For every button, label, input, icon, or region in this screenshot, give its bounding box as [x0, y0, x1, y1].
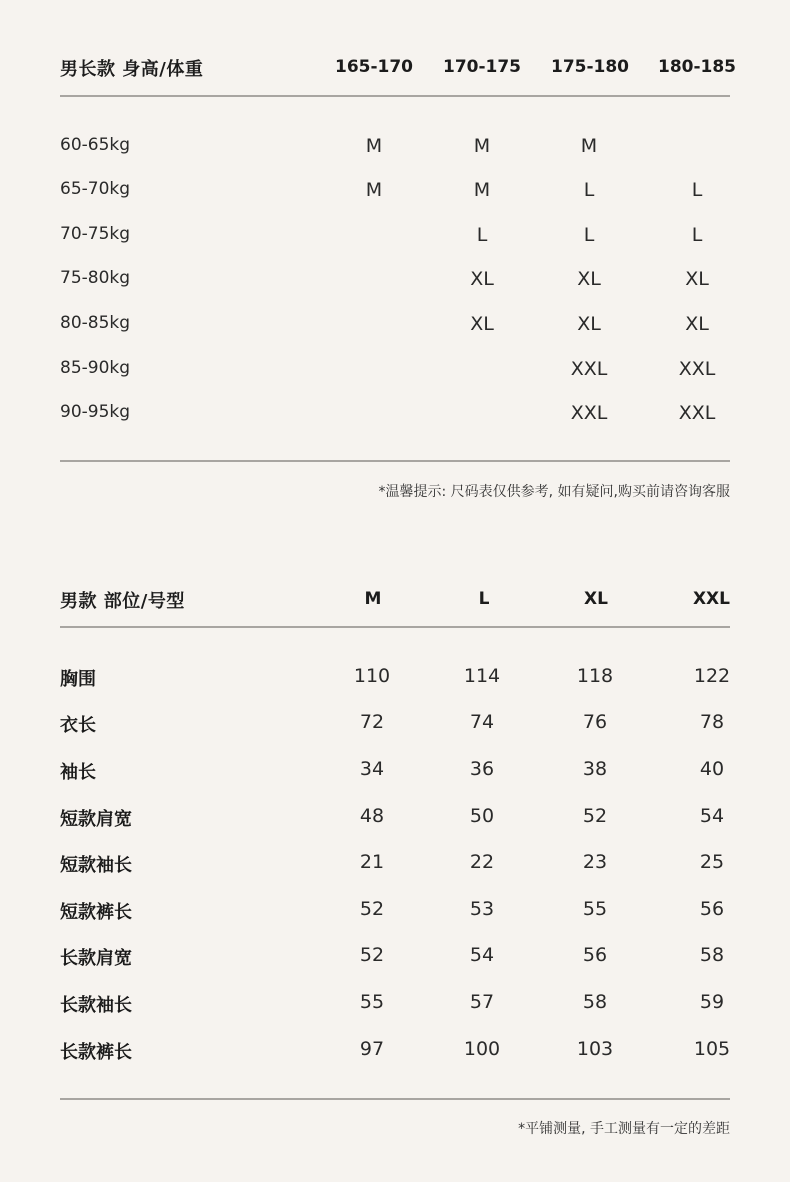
- measure-label: 长款裤长: [60, 1042, 132, 1063]
- table-row: [60, 898, 730, 928]
- measure-cell: 76: [582, 711, 608, 733]
- size-cell: L: [583, 179, 595, 201]
- measure-cell: 55: [582, 898, 608, 920]
- measure-cell: 72: [359, 711, 385, 733]
- measure-label: 胸围: [60, 669, 96, 690]
- table-row: [60, 758, 730, 788]
- table-row: [60, 851, 730, 881]
- size-cell: XL: [577, 313, 601, 335]
- table-row: [60, 991, 730, 1021]
- measure-cell: 100: [463, 1038, 501, 1060]
- size-cell: XL: [685, 268, 709, 290]
- measure-cell: 78: [699, 711, 725, 733]
- size-cell: M: [473, 135, 491, 157]
- size-col-header: 175-180: [550, 57, 630, 77]
- weight-label: 85-90kg: [60, 358, 131, 378]
- measure-cell: 23: [582, 851, 608, 873]
- table-row: [60, 665, 730, 695]
- measure-table-title: 男款 部位/号型: [60, 591, 185, 612]
- measure-cell: 97: [359, 1038, 385, 1060]
- footer-divider: [60, 1098, 730, 1100]
- measure-table: [60, 587, 731, 1137]
- size-cell: XXL: [570, 402, 608, 424]
- size-table-note: *温馨提示: 尺码表仅供参考, 如有疑问,购买前请咨询客服: [378, 484, 730, 500]
- measure-label: 长款袖长: [60, 995, 132, 1016]
- table-row: [60, 135, 730, 165]
- weight-label: 75-80kg: [60, 268, 131, 288]
- weight-label: 70-75kg: [60, 224, 131, 244]
- measure-cell: 114: [463, 665, 501, 687]
- measure-cell: 54: [699, 805, 725, 827]
- table-row: [60, 358, 730, 388]
- size-cell: M: [580, 135, 598, 157]
- table-row: [60, 268, 730, 298]
- table-row: [60, 224, 730, 254]
- table-row: [60, 313, 730, 343]
- measure-cell: 53: [469, 898, 495, 920]
- measure-cell: 48: [359, 805, 385, 827]
- size-table-title: 男长款 身高/体重: [60, 59, 204, 80]
- measure-col-header: M: [364, 589, 382, 609]
- size-cell: M: [365, 135, 383, 157]
- size-table-header: [60, 55, 737, 87]
- measure-cell: 59: [699, 991, 725, 1013]
- size-cell: M: [473, 179, 491, 201]
- measure-cell: 58: [699, 944, 725, 966]
- measure-cell: 38: [582, 758, 608, 780]
- measure-label: 短款裤长: [60, 902, 132, 923]
- table-row: [60, 179, 730, 209]
- measure-cell: 118: [576, 665, 614, 687]
- size-cell: L: [691, 179, 703, 201]
- size-cell: XL: [685, 313, 709, 335]
- weight-label: 65-70kg: [60, 179, 131, 199]
- measure-cell: 56: [582, 944, 608, 966]
- size-cell: M: [365, 179, 383, 201]
- size-col-header: 170-175: [442, 57, 522, 77]
- table-row: [60, 711, 730, 741]
- measure-col-header: L: [478, 589, 490, 609]
- measure-cell: 21: [359, 851, 385, 873]
- measure-label: 长款肩宽: [60, 948, 132, 969]
- size-cell: L: [476, 224, 488, 246]
- measure-col-header: XXL: [692, 589, 730, 609]
- size-col-header: 180-185: [657, 57, 737, 77]
- measure-cell: 40: [699, 758, 725, 780]
- measure-table-header: [60, 587, 730, 619]
- size-cell: L: [583, 224, 595, 246]
- measure-cell: 56: [699, 898, 725, 920]
- weight-label: 60-65kg: [60, 135, 131, 155]
- measure-cell: 52: [359, 944, 385, 966]
- measure-label: 衣长: [60, 715, 96, 736]
- footer-divider: [60, 460, 730, 462]
- measure-label: 袖长: [60, 762, 96, 783]
- measure-cell: 52: [582, 805, 608, 827]
- measure-cell: 22: [469, 851, 495, 873]
- table-row: [60, 944, 730, 974]
- size-cell: XL: [470, 313, 494, 335]
- weight-label: 80-85kg: [60, 313, 131, 333]
- table-row: [60, 402, 730, 432]
- weight-label: 90-95kg: [60, 402, 131, 422]
- header-divider: [60, 626, 730, 628]
- table-row: [60, 805, 730, 835]
- measure-cell: 54: [469, 944, 495, 966]
- size-cell: XL: [470, 268, 494, 290]
- measure-cell: 103: [576, 1038, 614, 1060]
- measure-cell: 105: [693, 1038, 731, 1060]
- measure-cell: 110: [353, 665, 391, 687]
- size-col-header: 165-170: [334, 57, 414, 77]
- header-divider: [60, 95, 730, 97]
- size-cell: XL: [577, 268, 601, 290]
- measure-cell: 52: [359, 898, 385, 920]
- size-cell: XXL: [678, 358, 716, 380]
- measure-cell: 25: [699, 851, 725, 873]
- measure-table-note: *平铺测量, 手工测量有一定的差距: [518, 1121, 730, 1137]
- measure-cell: 34: [359, 758, 385, 780]
- table-row: [60, 1038, 730, 1068]
- measure-cell: 36: [469, 758, 495, 780]
- size-table: [60, 55, 737, 500]
- size-cell: L: [691, 224, 703, 246]
- measure-cell: 55: [359, 991, 385, 1013]
- measure-col-header: XL: [584, 589, 608, 609]
- measure-cell: 122: [693, 665, 731, 687]
- measure-label: 短款袖长: [60, 855, 132, 876]
- measure-cell: 50: [469, 805, 495, 827]
- measure-cell: 58: [582, 991, 608, 1013]
- measure-label: 短款肩宽: [60, 809, 132, 830]
- size-cell: XXL: [678, 402, 716, 424]
- size-cell: XXL: [570, 358, 608, 380]
- measure-cell: 74: [469, 711, 495, 733]
- measure-cell: 57: [469, 991, 495, 1013]
